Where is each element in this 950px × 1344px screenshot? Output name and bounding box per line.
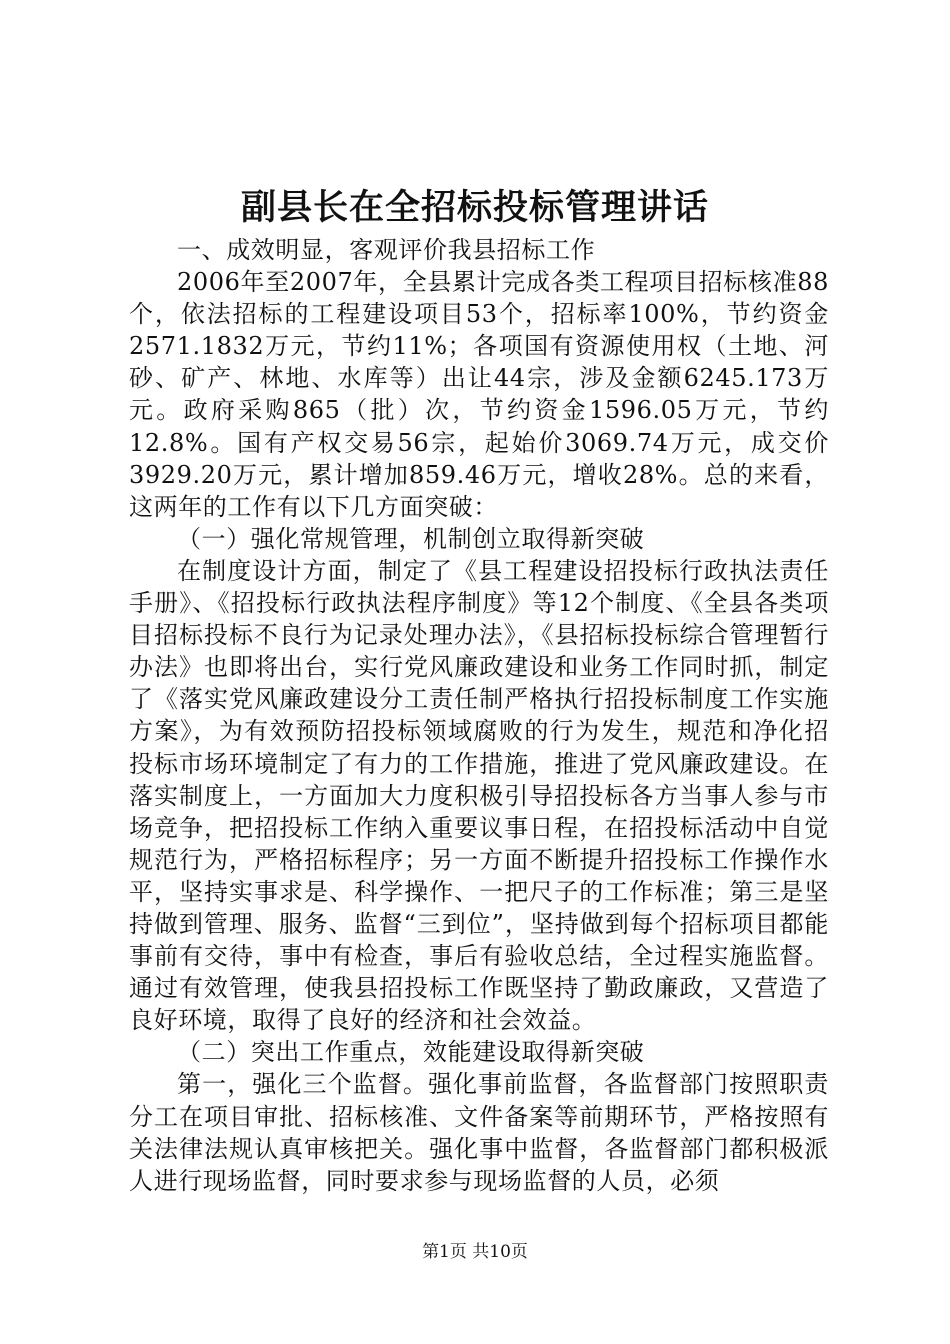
subsection-heading: （二）突出工作重点，效能建设取得新突破 bbox=[177, 1038, 645, 1067]
document-title: 副县长在全招标投标管理讲话 bbox=[240, 187, 709, 228]
paragraph: 在制度设计方面，制定了《县工程建设招投标行政执法责任手册》、《招投标行政执法程序制度》等12个制度、《全县各类项目招标投标不良行为记录处理办法》，《县招标投标综合管理暂行办法》也即将出台，实行党风廉政建设和业务工作同时抓，制定了《落实党风廉政建设分工责任制严格执行招投标制度工作实施方案》，为有效预防招投标领域腐败的行为发生，规范和净化招投标市场环境制定了有力的工作措施，推进了党风廉政建设。在落实制度上，一方面加大力度积极引导招投标各方当事人参与市场竞争，把招投标工作纳入重要议事日程，在招投标活动中自觉规范行为，严格招标程序；另一方面不断提升招投标工作操作水平，坚持实事求是、科学操作、一把尺子的工作标准；第三是坚持做到管理、服务、监督“三到位”，坚持做到每个招标项目都能事前有交待，事中有检查，事后有验收总结，全过程实施监督。通过有效管理，使我县招投标工作既坚持了勤政廉政，又营造了良好环境，取得了良好的经济和社会效益。 bbox=[129, 556, 829, 1035]
document-body bbox=[129, 234, 829, 1197]
section-heading: 一、成效明显，客观评价我县招标工作 bbox=[177, 236, 596, 264]
paragraph: 第一，强化三个监督。强化事前监督，各监督部门按照职责分工在项目审批、招标核准、文件备案等前期环节，严格按照有关法律法规认真审核把关。强化事中监督，各监督部门都积极派人进行现场监督，同时要求参与现场监督的人员，必须 bbox=[129, 1070, 829, 1195]
page-footer: 第1页 共10页 bbox=[422, 1242, 528, 1262]
subsection-heading: （一）强化常规管理，机制创立取得新突破 bbox=[177, 524, 645, 553]
paragraph: 2006年至2007年，全县累计完成各类工程项目招标核准88个，依法招标的工程建设项目53个，招标率100%，节约资金2571.1832万元，节约11%；各项国有资源使用权（土地、河砂、矿产、林地、水库等）出让44宗，涉及金额6245.173万元。政府采购865（批）次，节约资金1596.05万元，节约12.8%。国有产权交易56宗，起始价3069.74万元，成交价3929.20万元，累计增加859.46万元，增收28%。总的来看，这两年的工作有以下几方面突破： bbox=[129, 268, 829, 521]
